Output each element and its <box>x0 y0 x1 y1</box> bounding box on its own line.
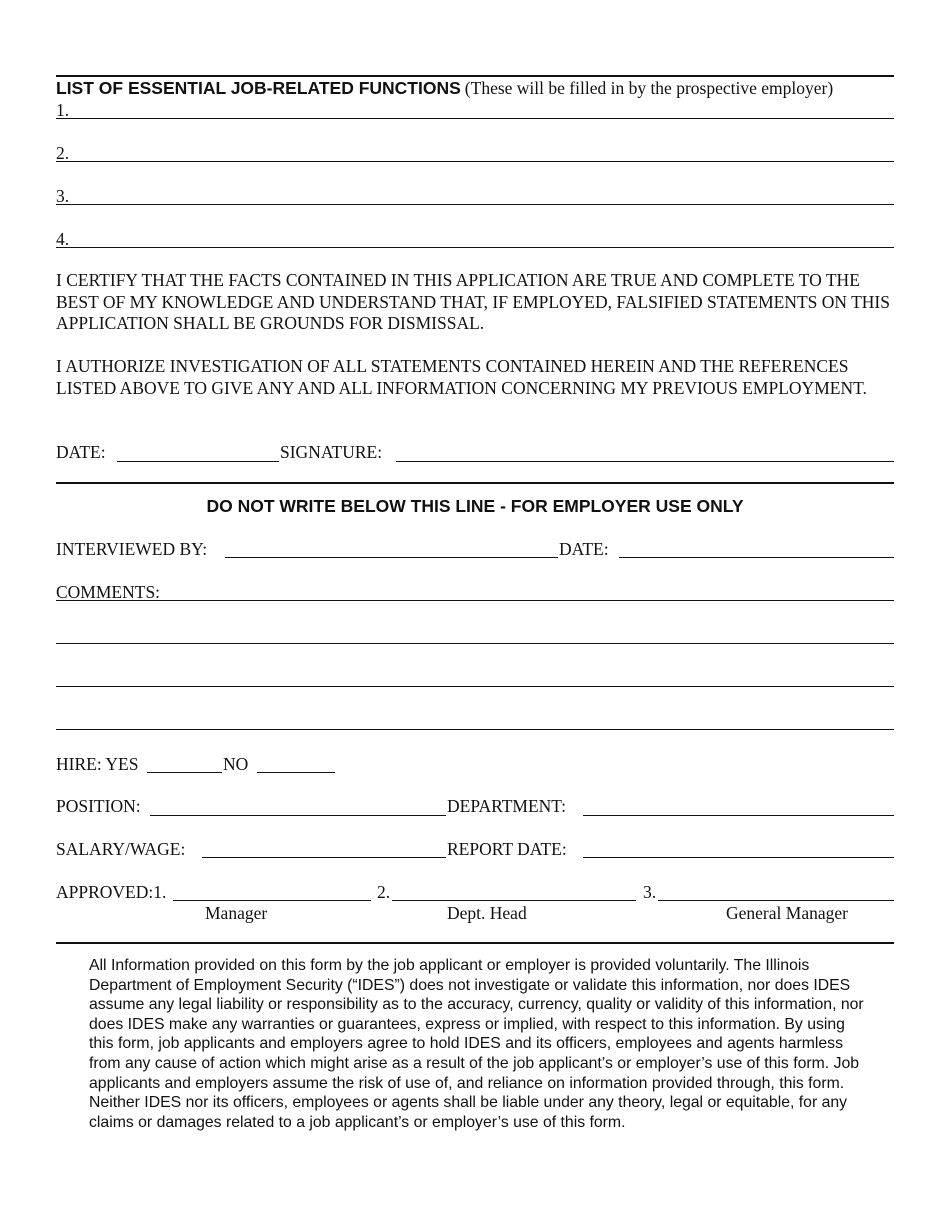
function-line-3[interactable] <box>56 183 894 205</box>
function-number-4: 4. <box>56 229 70 249</box>
department-label: DEPARTMENT: <box>447 796 566 816</box>
interviewed-by-label: INTERVIEWED BY: <box>56 539 208 559</box>
report-date-label: REPORT DATE: <box>447 839 567 859</box>
signature-field[interactable] <box>396 461 894 462</box>
approver-3-title: General Manager <box>726 903 848 923</box>
approved-label: APPROVED:1. <box>56 882 167 902</box>
comments-line-1[interactable] <box>56 600 894 601</box>
salary-wage-field[interactable] <box>202 857 446 858</box>
function-number-3: 3. <box>56 186 70 206</box>
applicant-date-label: DATE: <box>56 442 106 462</box>
comments-line-4[interactable] <box>56 729 894 730</box>
approver-1-title: Manager <box>205 903 268 923</box>
position-label: POSITION: <box>56 796 141 816</box>
report-date-field[interactable] <box>583 857 894 858</box>
hire-no-label: NO <box>223 754 249 774</box>
approver-2-number: 2. <box>377 882 391 902</box>
comments-line-2[interactable] <box>56 643 894 644</box>
function-line-2[interactable] <box>56 140 894 162</box>
ides-disclaimer: All Information provided on this form by the job applicant or employer is provided voluntarily. The Illinois Department of Employment Security (“IDES”) does not investigate or validate this information, nor does IDES assume any legal liability or responsibility as to the accuracy, currency, quality or validity of this information, nor does IDES make any warranties or guarantees, express or implied, with respect to this information. By using this form, job applicants and employers agree to hold IDES and its officers, employees and agents harmless from any cause of action which might arise as a result of the job applicant’s or employer’s use of this form. Job applicants and employers assume the risk of use of, and reliance on information provided through, this form. Neither IDES nor its officers, employees or agents shall be liable under any theory, legal or equitable, for any claims or damages related to a job applicant’s or employer’s use of this form. <box>89 957 864 1131</box>
comments-line-3[interactable] <box>56 686 894 687</box>
certification-paragraph: I CERTIFY THAT THE FACTS CONTAINED IN THIS APPLICATION ARE TRUE AND COMPLETE TO THE BEST OF MY KNOWLEDGE AND UNDERSTAND THAT, IF EMPLOYED, FALSIFIED STATEMENTS ON THIS APPLICATION SHALL BE GROUNDS FOR DISMISSAL. <box>56 270 890 333</box>
approver-2-title: Dept. Head <box>447 903 527 923</box>
hire-yes-label: HIRE: YES <box>56 754 139 774</box>
disclaimer-rule <box>56 942 894 944</box>
employer-use-heading: DO NOT WRITE BELOW THIS LINE - FOR EMPLOYER USE ONLY <box>206 496 744 516</box>
applicant-date-field[interactable] <box>117 461 279 462</box>
function-line-1[interactable] <box>56 97 894 119</box>
hire-yes-field[interactable] <box>147 772 222 773</box>
function-number-2: 2. <box>56 143 70 163</box>
approver-3-field[interactable] <box>658 900 894 901</box>
interview-date-label: DATE: <box>559 539 609 559</box>
function-line-2-underline <box>56 161 894 162</box>
approver-3-number: 3. <box>643 882 657 902</box>
essential-functions-note: (These will be filled in by the prospective employer) <box>464 78 834 98</box>
authorization-paragraph: I AUTHORIZE INVESTIGATION OF ALL STATEMENTS CONTAINED HEREIN AND THE REFERENCES LISTED ABOVE TO GIVE ANY AND ALL INFORMATION CONCERNING MY PREVIOUS EMPLOYMENT. <box>56 356 867 398</box>
function-line-1-underline <box>56 118 894 119</box>
interviewed-by-field[interactable] <box>225 557 558 558</box>
approver-1-field[interactable] <box>173 900 371 901</box>
signature-label: SIGNATURE: <box>280 442 383 462</box>
salary-wage-label: SALARY/WAGE: <box>56 839 186 859</box>
hire-no-field[interactable] <box>257 772 335 773</box>
function-line-4[interactable] <box>56 226 894 248</box>
top-rule <box>56 75 894 77</box>
function-line-3-underline <box>56 204 894 205</box>
interview-date-field[interactable] <box>619 557 894 558</box>
essential-functions-title: LIST OF ESSENTIAL JOB-RELATED FUNCTIONS <box>56 78 461 98</box>
position-field[interactable] <box>150 815 446 816</box>
employer-section-rule <box>56 482 894 484</box>
function-line-4-underline <box>56 247 894 248</box>
department-field[interactable] <box>583 815 894 816</box>
comments-label: COMMENTS: <box>56 582 161 602</box>
function-number-1: 1. <box>56 100 70 120</box>
approver-2-field[interactable] <box>392 900 636 901</box>
